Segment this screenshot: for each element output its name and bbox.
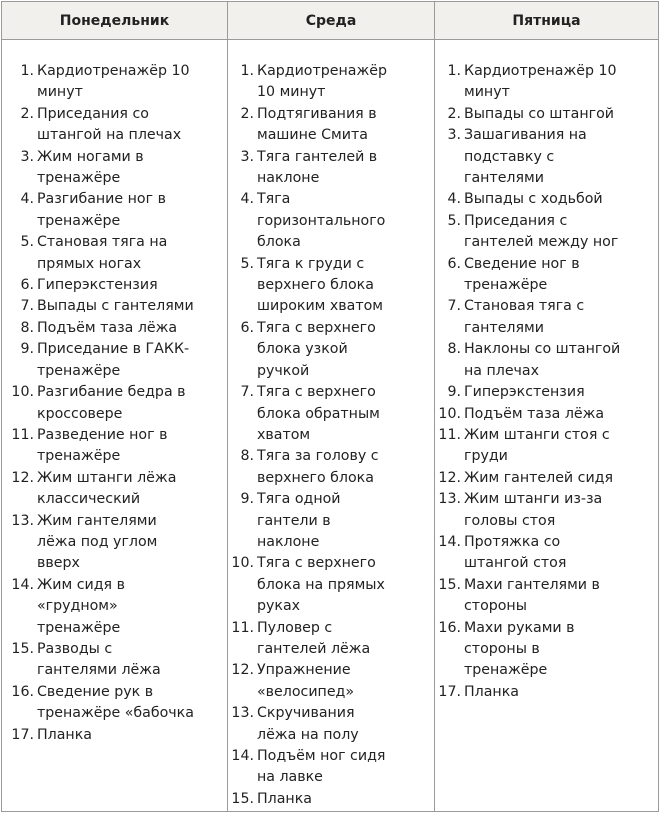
exercise-item — [228, 618, 434, 661]
exercise-item — [2, 511, 227, 575]
header-row — [2, 2, 659, 40]
exercise-number: 9. — [20, 341, 34, 358]
exercise-number: 2. — [240, 105, 254, 122]
exercise-text: Разводы с гантелями лёжа — [37, 640, 161, 679]
exercise-text: Жим штанги лёжа классический — [37, 469, 177, 508]
exercise-number: 15. — [11, 640, 34, 657]
exercise-number: 12. — [231, 662, 254, 679]
exercise-number: 7. — [447, 298, 461, 315]
exercise-item — [2, 275, 227, 296]
exercise-text: Гиперэкстензия — [37, 277, 158, 294]
exercise-item — [435, 532, 658, 575]
exercise-text: Кардиотренажёр 10 минут — [37, 63, 190, 101]
exercise-item — [435, 296, 658, 339]
exercise-number: 10. — [438, 405, 461, 422]
exercise-text: Тяга с верхнего блока обратным хватом — [257, 384, 380, 443]
exercise-text: Разведение ног в тренажёре — [37, 426, 168, 465]
exercise-item — [435, 425, 658, 468]
exercise-number: 4. — [240, 191, 254, 208]
exercise-item — [435, 189, 658, 210]
exercise-number: 9. — [240, 491, 254, 508]
exercise-text: Подтягивания в машине Смита — [257, 105, 377, 144]
exercise-item — [435, 104, 658, 125]
exercise-item — [228, 61, 434, 104]
exercise-item — [2, 147, 227, 190]
exercise-text: Сведение рук в тренажёре «бабочка — [37, 683, 194, 722]
exercise-text: Приседание в ГАКК-тренажёре — [37, 341, 190, 379]
exercise-number: 16. — [11, 683, 34, 700]
exercise-text: Жим сидя в «грудном» тренажёре — [37, 576, 125, 636]
exercise-number: 6. — [20, 277, 34, 294]
exercise-item — [2, 318, 227, 339]
exercise-item — [228, 104, 434, 147]
exercise-item — [228, 189, 434, 253]
friday-cell — [435, 40, 659, 812]
exercise-number: 8. — [447, 341, 461, 358]
exercise-number: 12. — [11, 469, 34, 486]
friday-exercise-list — [435, 40, 658, 703]
exercise-item — [228, 382, 434, 446]
exercise-number: 11. — [11, 426, 34, 443]
exercise-text: Выпады со штангой — [464, 105, 614, 122]
exercise-item — [435, 489, 658, 532]
exercise-item — [435, 382, 658, 403]
exercise-item — [2, 189, 227, 232]
exercise-item — [228, 660, 434, 703]
exercise-number: 3. — [447, 127, 461, 144]
exercise-item — [2, 382, 227, 425]
exercise-text: Планка — [257, 790, 312, 807]
exercise-text: Разгибание ног в тренажёре — [37, 191, 166, 229]
exercise-item — [228, 254, 434, 318]
exercise-number: 3. — [240, 148, 254, 165]
exercise-text: Наклоны со штангой на плечах — [464, 341, 621, 379]
exercise-text: Скручивания лёжа на полу — [257, 705, 359, 743]
exercise-text: Планка — [37, 726, 92, 743]
exercise-item — [2, 468, 227, 511]
exercise-item — [435, 682, 658, 703]
exercise-number: 1. — [240, 63, 254, 79]
header-wednesday: Среда — [228, 2, 435, 40]
exercise-text: Подъём таза лёжа — [464, 405, 605, 422]
monday-cell — [2, 40, 228, 812]
exercise-item — [2, 296, 227, 317]
exercise-item — [228, 489, 434, 553]
exercise-number: 5. — [20, 234, 34, 251]
workout-schedule-table — [1, 1, 659, 812]
content-row — [2, 40, 659, 812]
exercise-number: 9. — [447, 384, 461, 401]
exercise-item — [435, 125, 658, 189]
exercise-item — [2, 725, 227, 746]
exercise-number: 12. — [438, 469, 461, 486]
exercise-text: Жим штанги стоя с груди — [464, 426, 610, 465]
exercise-text: Жим гантелями лёжа под углом вверх — [37, 512, 158, 572]
exercise-text: Тяга горизонтального блока — [257, 191, 386, 251]
exercise-number: 5. — [447, 212, 461, 229]
exercise-item — [2, 232, 227, 275]
exercise-number: 1. — [20, 63, 34, 79]
exercise-item — [228, 553, 434, 617]
exercise-text: Жим гантелей сидя — [464, 469, 614, 486]
exercise-number: 2. — [447, 105, 461, 122]
exercise-text: Тяга одной гантели в наклоне — [257, 491, 341, 550]
exercise-number: 7. — [240, 384, 254, 401]
exercise-item — [228, 318, 434, 382]
exercise-text: Приседания со штангой на плечах — [37, 105, 182, 144]
exercise-number: 2. — [20, 105, 34, 122]
exercise-item — [435, 468, 658, 489]
exercise-text: Зашагивания на подставку с гантелями — [464, 127, 587, 187]
exercise-number: 14. — [438, 533, 461, 550]
exercise-text: Протяжка со штангой стоя — [464, 533, 567, 572]
exercise-text: Кардиотренажёр 10 минут — [464, 63, 617, 101]
exercise-item — [435, 339, 658, 382]
exercise-number: 16. — [438, 619, 461, 636]
exercise-item — [435, 575, 658, 618]
exercise-text: Выпады с гантелями — [37, 298, 194, 315]
exercise-text: Гиперэкстензия — [464, 384, 585, 401]
exercise-text: Жим штанги из-за головы стоя — [464, 491, 603, 529]
exercise-number: 11. — [438, 426, 461, 443]
exercise-text: Планка — [464, 683, 519, 700]
exercise-number: 6. — [240, 319, 254, 336]
exercise-item — [2, 339, 227, 382]
exercise-text: Разгибание бедра в кроссовере — [37, 384, 186, 422]
exercise-item — [2, 575, 227, 639]
exercise-number: 14. — [231, 748, 254, 764]
exercise-item — [228, 446, 434, 489]
exercise-item — [2, 425, 227, 468]
exercise-number: 10. — [11, 384, 34, 401]
exercise-text: Подъём таза лёжа — [37, 319, 178, 336]
exercise-number: 10. — [231, 555, 254, 572]
exercise-text: Тяга за голову с верхнего блока — [257, 448, 379, 486]
exercise-number: 13. — [231, 705, 254, 722]
exercise-text: Махи гантелями в стороны — [464, 576, 600, 615]
exercise-text: Подъём ног сидя на лавке — [257, 748, 386, 786]
exercise-number: 13. — [438, 491, 461, 508]
exercise-item — [2, 61, 227, 104]
exercise-item — [435, 618, 658, 682]
exercise-number: 8. — [20, 319, 34, 336]
exercise-item — [435, 404, 658, 425]
exercise-text: Становая тяга на прямых ногах — [37, 234, 168, 272]
exercise-text: Тяга с верхнего блока на прямых руках — [257, 555, 385, 615]
exercise-number: 17. — [11, 726, 34, 743]
wednesday-cell — [228, 40, 435, 812]
exercise-item — [228, 746, 434, 789]
exercise-item — [435, 61, 658, 104]
exercise-item — [228, 703, 434, 746]
exercise-text: Тяга с верхнего блока узкой ручкой — [257, 319, 376, 379]
exercise-item — [2, 104, 227, 147]
monday-exercise-list — [2, 40, 227, 746]
exercise-number: 15. — [231, 790, 254, 807]
exercise-item — [435, 254, 658, 297]
exercise-item — [435, 211, 658, 254]
exercise-number: 4. — [20, 191, 34, 208]
header-friday: Пятница — [435, 2, 659, 40]
exercise-number: 6. — [447, 255, 461, 272]
exercise-item — [2, 682, 227, 725]
exercise-text: Сведение ног в тренажёре — [464, 255, 580, 294]
exercise-item — [2, 639, 227, 682]
exercise-number: 15. — [438, 576, 461, 593]
exercise-text: Становая тяга с гантелями — [464, 298, 585, 336]
exercise-number: 11. — [231, 619, 254, 636]
exercise-text: Пуловер с гантелей лёжа — [257, 619, 371, 657]
exercise-number: 14. — [11, 576, 34, 593]
exercise-number: 4. — [447, 191, 461, 208]
exercise-number: 17. — [438, 683, 461, 700]
exercise-number: 5. — [240, 255, 254, 272]
header-monday: Понедельник — [2, 2, 228, 40]
exercise-text: Приседания с гантелей между ног — [464, 212, 619, 251]
exercise-number: 3. — [20, 148, 34, 165]
exercise-text: Жим ногами в тренажёре — [37, 148, 144, 187]
exercise-item — [228, 147, 434, 190]
wednesday-exercise-list — [228, 40, 434, 810]
exercise-text: Упражнение «велосипед» — [257, 662, 355, 700]
exercise-text: Выпады с ходьбой — [464, 191, 603, 208]
exercise-number: 1. — [447, 63, 461, 79]
exercise-number: 13. — [11, 512, 34, 529]
exercise-number: 7. — [20, 298, 34, 315]
exercise-text: Кардиотренажёр 10 минут — [257, 63, 387, 101]
exercise-text: Махи руками в стороны в тренажёре — [464, 619, 575, 679]
exercise-number: 8. — [240, 448, 254, 465]
exercise-item — [228, 789, 434, 810]
exercise-text: Тяга гантелей в наклоне — [257, 148, 378, 187]
exercise-text: Тяга к груди с верхнего блока широким хватом — [257, 255, 383, 315]
